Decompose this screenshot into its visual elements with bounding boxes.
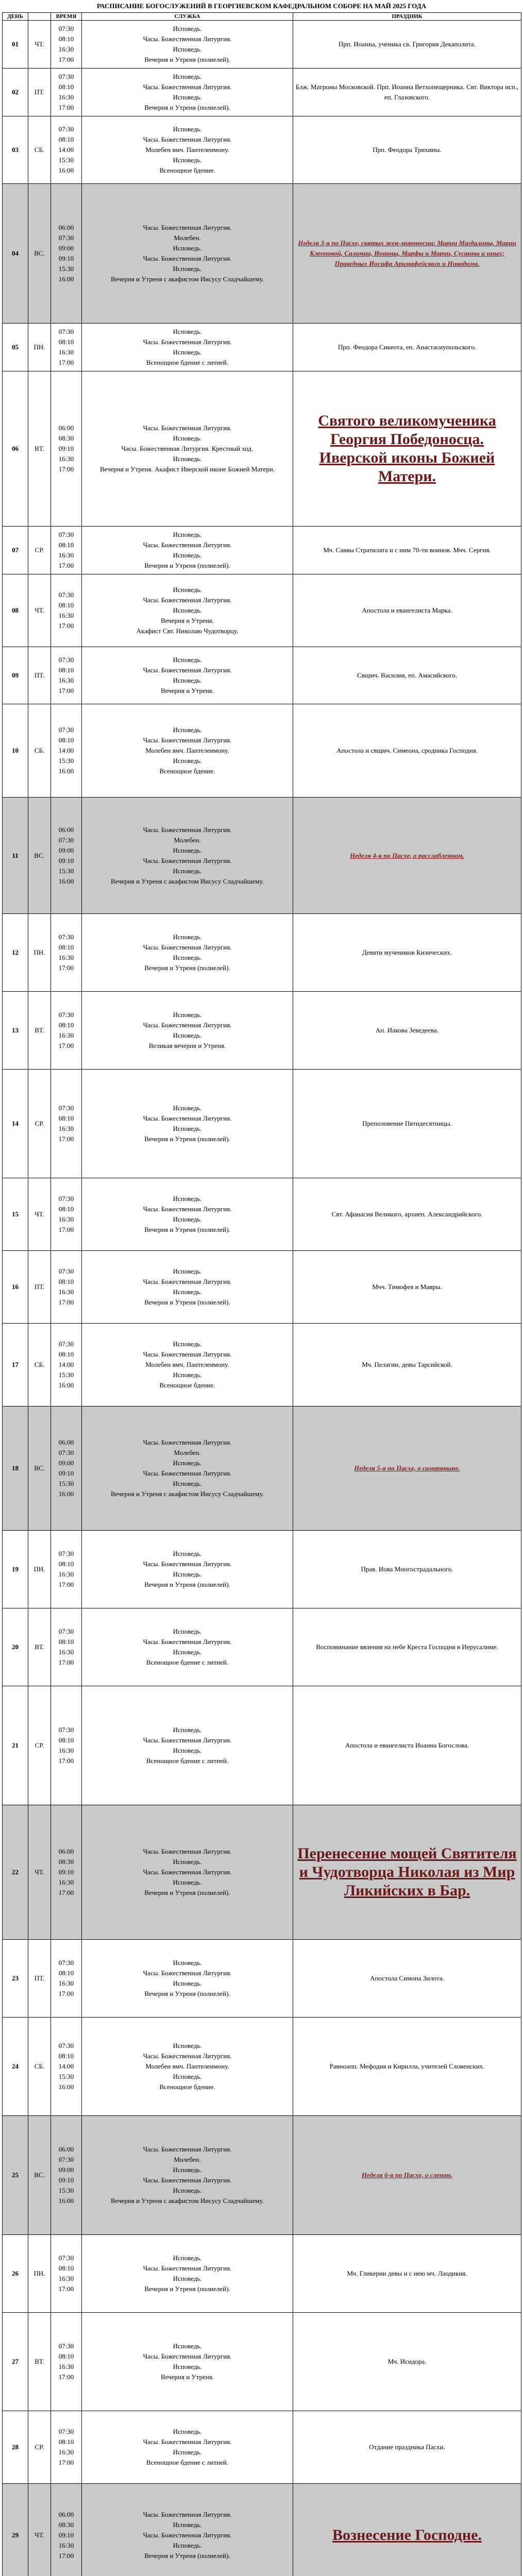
weekday: ПТ. — [28, 69, 51, 116]
day-number: 08 — [3, 574, 28, 647]
service-list: Исповедь. Часы. Божественная Литургия. Исповедь. Вечерня и Утреня (полиелей). — [82, 69, 293, 116]
feast-text: Свщмч. Василия, еп. Амасийского. — [357, 671, 458, 679]
weekday: ВС. — [28, 184, 51, 324]
service-times: 07:30 08:10 16:30 17:00 — [51, 1608, 82, 1686]
feast-cell — [293, 1531, 521, 1608]
feast-cell — [293, 704, 521, 798]
day-number: 12 — [3, 914, 28, 992]
table-row — [3, 914, 521, 992]
weekday: СБ. — [28, 1324, 51, 1406]
feast-text: Апостола и евангелиста Марка. — [362, 606, 452, 614]
table-row — [3, 184, 521, 324]
feast-text: Ап. Иакова Зеведеева. — [375, 1026, 439, 1034]
service-list: Часы. Божественная Литургия. Молебен. Исповедь. Часы. Божественная Литургия. Исповедь. Вечерня и Утреня с акафистом Иисусу Сладчайшему. — [82, 2116, 293, 2235]
feast-text: Апостола Симона Зилота. — [370, 1974, 444, 1982]
feast-cell — [293, 1251, 521, 1324]
service-times: 07:30 08:10 16:30 17:00 — [51, 2411, 82, 2484]
feast-text: Воспоминание явления на небе Креста Господня в Иерусалиме. — [316, 1643, 498, 1651]
weekday: ПТ. — [28, 647, 51, 704]
day-number: 20 — [3, 1608, 28, 1686]
service-list: Исповедь. Часы. Божественная Литургия. Исповедь. Вечерня и Утреня (полиелей). — [82, 1070, 293, 1178]
feast-text: Мч. Саввы Стратилата и с ним 70-ти воинов. Мчч. Сергия. — [323, 546, 491, 554]
service-list: Исповедь. Часы. Божественная Литургия. Исповедь. Вечерня и Утреня (полиелей). — [82, 1940, 293, 2018]
service-list: Исповедь. Часы. Божественная Литургия. Молебен вмч. Пантелеимону. Исповедь. Всенощное бдение. — [82, 1324, 293, 1406]
service-times: 07:30 08:10 16:30 17:00 — [51, 2235, 82, 2313]
feast-cell — [293, 527, 521, 574]
feast-cell — [293, 1608, 521, 1686]
feast-cell — [293, 2116, 521, 2235]
service-list: Часы. Божественная Литургия. Исповедь. Часы. Божественная Литургия. Исповедь. Вечерня и Утреня (полиелей). — [82, 2484, 293, 2576]
featured-feast: Перенесение мощей Святителя и Чудотворца Николая из Мир Ликийских в Бар. — [297, 1845, 517, 1899]
feast-cell — [293, 647, 521, 704]
service-times: 07:30 08:10 16:30 17:00 — [51, 324, 82, 371]
feast-text: Мч. Пелагии, девы Тарсийской. — [362, 1361, 452, 1368]
feast-text: Мчч. Тимофея и Мавры. — [372, 1283, 442, 1291]
service-times: 07:30 08:10 16:30 17:00 — [51, 1251, 82, 1324]
feast-text: Прп. Феодора Трихины. — [373, 146, 442, 154]
day-number: 19 — [3, 1531, 28, 1608]
day-number: 27 — [3, 2313, 28, 2411]
service-times: 07:30 08:10 16:30 17:00 — [51, 1070, 82, 1178]
weekday: СР. — [28, 527, 51, 574]
service-times: 07:30 08:10 16:30 17:00 — [51, 647, 82, 704]
day-number: 21 — [3, 1686, 28, 1805]
feast-text: Неделя 5-я по Пасхе, о самаряныне. — [354, 1464, 460, 1472]
table-row — [3, 1940, 521, 2018]
feast-cell — [293, 574, 521, 647]
service-list: Исповедь. Часы. Божественная Литургия. Исповедь. Вечерня и Утреня (полиелей). — [82, 1178, 293, 1251]
service-times: 07:30 08:10 14:00 15:30 16:00 — [51, 2018, 82, 2116]
weekday: ВС. — [28, 1406, 51, 1531]
feast-text: Блж. Матроны Московской. Прп. Иоанна Ветхопещерника. Свт. Виктора исп., еп. Глазовского. — [295, 83, 519, 101]
feast-cell — [293, 2018, 521, 2116]
feast-cell — [293, 2411, 521, 2484]
table-row — [3, 527, 521, 574]
feast-cell — [293, 2313, 521, 2411]
service-times: 06:00 07:30 09:00 09:10 15:30 16:00 — [51, 798, 82, 914]
weekday: ВТ. — [28, 2313, 51, 2411]
header-time: ВРЕМЯ — [51, 13, 82, 21]
weekday: ВС. — [28, 2116, 51, 2235]
feast-text: Прп. Феодора Сикеота, еп. Анастасиупольского. — [338, 343, 477, 351]
table-row — [3, 1608, 521, 1686]
service-list: Исповедь. Часы. Божественная Литургия. Исповедь. Вечерня и Утреня (полиелей). — [82, 1531, 293, 1608]
day-number: 22 — [3, 1805, 28, 1940]
day-number: 07 — [3, 527, 28, 574]
weekday: СБ. — [28, 116, 51, 184]
service-list: Исповедь. Часы. Божественная Литургия. Исповедь. Вечерня и Утреня (полиелей). — [82, 914, 293, 992]
service-times: 06:00 07:30 09:00 09:10 15:30 16:00 — [51, 1406, 82, 1531]
service-times: 06:00 07:30 09:00 09:10 15:30 16:00 — [51, 184, 82, 324]
table-row — [3, 1070, 521, 1178]
feast-text: Свт. Афанасия Великого, архиеп. Александрийского. — [331, 1210, 483, 1218]
service-list: Исповедь. Часы. Божественная Литургия. Исповедь. Вечерня и Утреня. — [82, 2313, 293, 2411]
schedule-table — [2, 12, 521, 2576]
table-row — [3, 992, 521, 1070]
service-list: Исповедь. Часы. Божественная Литургия. Исповедь. Вечерня и Утреня. Акафист Свт. Николаю Чудотворцу. — [82, 574, 293, 647]
service-times: 07:30 08:10 16:30 17:00 — [51, 527, 82, 574]
table-row — [3, 1324, 521, 1406]
feast-text: Прав. Иова Многострадального. — [361, 1565, 453, 1573]
day-number: 01 — [3, 21, 28, 69]
weekday: ВТ. — [28, 992, 51, 1070]
weekday: ВС. — [28, 798, 51, 914]
day-number: 11 — [3, 798, 28, 914]
day-number: 10 — [3, 704, 28, 798]
service-list: Исповедь. Часы. Божественная Литургия. Исповедь. Вечерня и Утреня (полиелей). — [82, 21, 293, 69]
service-list: Исповедь. Часы. Божественная Литургия. Молебен вмч. Пантелеимону. Исповедь. Всенощное бдение. — [82, 116, 293, 184]
service-list: Исповедь. Часы. Божественная Литургия. Исповедь. Вечерня и Утреня (полиелей). — [82, 1251, 293, 1324]
service-times: 07:30 08:10 16:30 17:00 — [51, 69, 82, 116]
feast-cell — [293, 1178, 521, 1251]
day-number: 16 — [3, 1251, 28, 1324]
table-row — [3, 2484, 521, 2576]
feast-text: Неделя 6-я по Пасхе, о слепом. — [361, 2171, 453, 2179]
service-list: Исповедь. Часы. Божественная Литургия. Исповедь. Всенощное бдение с литией. — [82, 1608, 293, 1686]
feast-text: Отдание праздника Пасхи. — [369, 2443, 445, 2451]
service-list: Исповедь. Часы. Божественная Литургия. Исповедь. Всенощное бдение с литией. — [82, 324, 293, 371]
feast-cell — [293, 914, 521, 992]
weekday: ЧТ. — [28, 1178, 51, 1251]
feast-text: Мч. Исидора. — [387, 2358, 427, 2365]
service-list: Часы. Божественная Литургия. Молебен. Исповедь. Часы. Божественная Литургия. Исповедь. Вечерня и Утреня с акафистом Иисусу Сладчайшему. — [82, 184, 293, 324]
weekday: ЧТ. — [28, 574, 51, 647]
table-row — [3, 2411, 521, 2484]
header-feast: ПРАЗДНИК — [293, 13, 521, 21]
featured-feast: Святого великомученика Георгия Победоносца. — [318, 412, 496, 448]
day-number: 28 — [3, 2411, 28, 2484]
service-times: 07:30 08:10 16:30 17:00 — [51, 21, 82, 69]
feast-text: Преполовение Пятидесятницы. — [362, 1120, 452, 1127]
feast-cell — [293, 1940, 521, 2018]
service-list: Исповедь. Часы. Божественная Литургия. Молебен вмч. Пантелеимону. Исповедь. Всенощное бдение. — [82, 704, 293, 798]
table-row — [3, 2018, 521, 2116]
service-times: 06:00 08:30 09:10 16:30 17:00 — [51, 2484, 82, 2576]
weekday: СР. — [28, 1070, 51, 1178]
service-times: 07:30 08:10 16:30 17:00 — [51, 1178, 82, 1251]
day-number: 06 — [3, 371, 28, 527]
day-number: 18 — [3, 1406, 28, 1531]
weekday: СБ. — [28, 704, 51, 798]
feast-text: Неделя 4-я по Пасхе, о расслабленном. — [350, 851, 464, 859]
weekday: ЧТ. — [28, 2484, 51, 2576]
table-row — [3, 116, 521, 184]
table-row — [3, 798, 521, 914]
feast-text: Прп. Иоанна, ученика св. Григория Декаполита. — [339, 40, 476, 48]
header-weekday — [28, 13, 51, 21]
weekday: ВТ. — [28, 1608, 51, 1686]
service-list: Исповедь. Часы. Божественная Литургия. Исповедь. Вечерня и Утреня (полиелей). — [82, 2235, 293, 2313]
day-number: 26 — [3, 2235, 28, 2313]
feast-cell — [293, 1406, 521, 1531]
table-row — [3, 2116, 521, 2235]
service-list: Исповедь. Часы. Божественная Литургия. Исповедь. Вечерня и Утреня (полиелей). — [82, 527, 293, 574]
feast-text: Неделя 3-я по Пасхе, святых жен-мироносиц: Марии Магдалины, Марии Клеоповой, Саломии, Иоанны, Марфы и Марии, Сусанны и иных; Праведных Иосифа Аримафейского и Никодима. — [298, 239, 516, 267]
header-day: ДЕНЬ — [3, 13, 28, 21]
weekday: ЧТ. — [28, 1805, 51, 1940]
feast-text: Апостола и свщмч. Симеона, сродника Господня. — [336, 747, 478, 754]
service-times: 07:30 08:10 16:30 17:00 — [51, 574, 82, 647]
weekday: ЧТ. — [28, 21, 51, 69]
service-list: Исповедь. Часы. Божественная Литургия. Исповедь. Великая вечерня и Утреня. — [82, 992, 293, 1070]
service-list: Исповедь. Часы. Божественная Литургия. Молебен вмч. Пантелеимону. Исповедь. Всенощное бдение. — [82, 2018, 293, 2116]
day-number: 09 — [3, 647, 28, 704]
service-times: 07:30 08:10 16:30 17:00 — [51, 914, 82, 992]
table-row — [3, 2235, 521, 2313]
feast-cell — [293, 1686, 521, 1805]
service-times: 07:30 08:10 14:00 15:30 16:00 — [51, 704, 82, 798]
weekday: СР. — [28, 2411, 51, 2484]
service-times: 07:30 08:10 14:00 15:30 16:00 — [51, 116, 82, 184]
feast-cell — [293, 798, 521, 914]
feast-cell — [293, 184, 521, 324]
service-times: 07:30 08:10 16:30 17:00 — [51, 1940, 82, 2018]
day-number: 17 — [3, 1324, 28, 1406]
feast-cell — [293, 371, 521, 527]
page-title: РАСПИСАНИЕ БОГОСЛУЖЕНИЙ В ГЕОРГИЕВСКОМ КАФЕДРАЛЬНОМ СОБОРЕ НА МАЙ 2025 ГОДА — [96, 2, 427, 10]
table-row — [3, 1406, 521, 1531]
weekday: СР. — [28, 1686, 51, 1805]
day-number: 15 — [3, 1178, 28, 1251]
weekday: ПН. — [28, 324, 51, 371]
feast-cell — [293, 116, 521, 184]
service-list: Часы. Божественная Литургия. Молебен. Исповедь. Часы. Божественная Литургия. Исповедь. Вечерня и Утреня с акафистом Иисусу Сладчайшему. — [82, 1406, 293, 1531]
service-list: Часы. Божественная Литургия. Молебен. Исповедь. Часы. Божественная Литургия. Исповедь. Вечерня и Утреня с акафистом Иисусу Сладчайшему. — [82, 798, 293, 914]
service-list: Исповедь. Часы. Божественная Литургия. Исповедь. Всенощное бдение с литией. — [82, 1686, 293, 1805]
feast-cell — [293, 1805, 521, 1940]
weekday: СБ. — [28, 2018, 51, 2116]
service-list: Исповедь. Часы. Божественная Литургия. Исповедь. Всенощное бдение с литией. — [82, 2411, 293, 2484]
featured-feast: Вознесение Господне. — [332, 2527, 482, 2544]
day-number: 14 — [3, 1070, 28, 1178]
day-number: 25 — [3, 2116, 28, 2235]
service-list: Часы. Божественная Литургия. Исповедь. Часы. Божественная Литургия. Крестный ход. Исповедь. Вечерня и Утреня. Акафист Иверской иконе Божией Матери. — [82, 371, 293, 527]
day-number: 04 — [3, 184, 28, 324]
day-number: 05 — [3, 324, 28, 371]
feast-text: Апостола и евангелиста Иоанна Богослова. — [345, 1741, 469, 1749]
table-row — [3, 1686, 521, 1805]
day-number: 02 — [3, 69, 28, 116]
feast-cell — [293, 2235, 521, 2313]
weekday: ВТ. — [28, 371, 51, 527]
service-list: Часы. Божественная Литургия. Исповедь. Часы. Божественная Литургия. Исповедь. Вечерня и Утреня (полиелей). — [82, 1805, 293, 1940]
service-times: 07:30 08:10 16:30 17:00 — [51, 1686, 82, 1805]
service-times: 07:30 08:10 16:30 17:00 — [51, 992, 82, 1070]
weekday: ПТ. — [28, 1940, 51, 2018]
table-row — [3, 324, 521, 371]
feast-cell — [293, 992, 521, 1070]
service-list: Исповедь. Часы. Божественная Литургия. Исповедь. Вечерня и Утреня. — [82, 647, 293, 704]
day-number: 24 — [3, 2018, 28, 2116]
table-row — [3, 1178, 521, 1251]
table-row — [3, 1531, 521, 1608]
featured-feast-secondary: Иверской иконы Божией Матери. — [319, 449, 495, 485]
weekday: ПТ. — [28, 1251, 51, 1324]
day-number: 23 — [3, 1940, 28, 2018]
feast-cell — [293, 324, 521, 371]
feast-text: Девяти мучеников Кизических. — [362, 948, 452, 956]
table-row — [3, 704, 521, 798]
table-row — [3, 1251, 521, 1324]
service-times: 06:00 08:30 09:10 16:30 17:00 — [51, 371, 82, 527]
feast-cell — [293, 2484, 521, 2576]
table-row — [3, 1805, 521, 1940]
service-times: 07:30 08:10 16:30 17:00 — [51, 1531, 82, 1608]
table-row — [3, 574, 521, 647]
header-service: СЛУЖБА — [82, 13, 293, 21]
feast-cell — [293, 1070, 521, 1178]
table-row — [3, 371, 521, 527]
feast-text: Мч. Гликерии девы и с нею мч. Лаодикия. — [347, 2269, 467, 2277]
table-row — [3, 21, 521, 69]
table-row — [3, 69, 521, 116]
feast-cell — [293, 1324, 521, 1406]
weekday: ПН. — [28, 2235, 51, 2313]
weekday: ПН. — [28, 1531, 51, 1608]
day-number: 03 — [3, 116, 28, 184]
feast-text: Равноапп. Мефодия и Кирилла, учителей Словенских. — [329, 2062, 485, 2070]
service-times: 07:30 08:10 16:30 17:00 — [51, 2313, 82, 2411]
table-header — [3, 13, 521, 21]
feast-cell — [293, 21, 521, 69]
service-times: 06:00 07:30 09:00 09:10 15:30 16:00 — [51, 2116, 82, 2235]
day-number: 13 — [3, 992, 28, 1070]
service-times: 07:30 08:10 14:00 15:30 16:00 — [51, 1324, 82, 1406]
weekday: ПН. — [28, 914, 51, 992]
table-row — [3, 2313, 521, 2411]
day-number: 29 — [3, 2484, 28, 2576]
table-row — [3, 647, 521, 704]
service-times: 06:00 08:30 09:10 16:30 17:00 — [51, 1805, 82, 1940]
feast-cell — [293, 69, 521, 116]
